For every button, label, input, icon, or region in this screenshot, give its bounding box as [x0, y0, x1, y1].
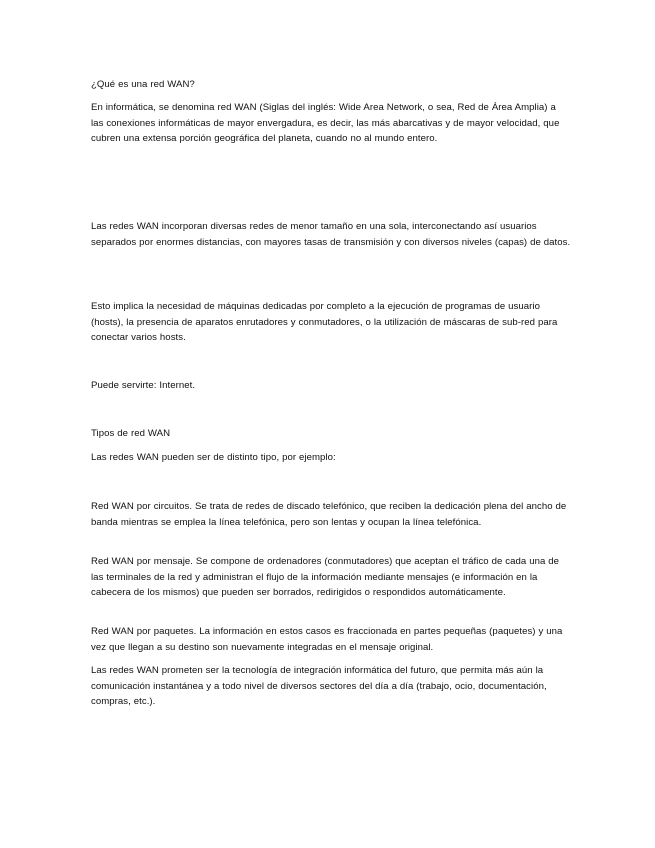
question-heading: ¿Qué es una red WAN?	[91, 79, 195, 90]
related-link-text: Puede servirte: Internet.	[91, 380, 196, 391]
paragraph-hosts: Esto implica la necesidad de máquinas dedicadas por completo a la ejecución de programas de usuario (hosts), la presencia de aparatos enrutadores y conmutadores, o la utilización de máscaras de sub-red para conectar varios hosts.	[91, 301, 558, 343]
paragraph-types-intro: Las redes WAN pueden ser de distinto tipo, por ejemplo:	[91, 452, 336, 463]
paragraph-circuits: Red WAN por circuitos. Se trata de redes de discado telefónico, que reciben la dedicación plena del ancho de banda mientras se emplea la línea telefónica, pero son lentas y ocupan la línea telefónica.	[91, 501, 567, 528]
paragraph-message: Red WAN por mensaje. Se compone de ordenadores (conmutadores) que aceptan el tráfico de cada una de las terminales de la red y administran el flujo de la información mediante mensajes (e información en la cabecera de los mismos) que pueden ser borrados, redirigidos o respondidos automáticamente.	[91, 556, 560, 598]
section-heading-types: Tipos de red WAN	[91, 428, 171, 439]
paragraph-wan-networks: Las redes WAN incorporan diversas redes de menor tamaño en una sola, interconectando así usuarios separados por enormes distancias, con mayores tasas de transmisión y con diversos niveles (capas) de datos.	[91, 221, 571, 248]
paragraph-wan-definition: En informática, se denomina red WAN (Siglas del inglés: Wide Area Network, o sea, Red de Área Amplia) a las conexiones informáticas de mayor envergadura, es decir, las más abarcativas y de mayor velocidad, que cubren una extensa porción geográfica del planeta, cuando no al mundo entero.	[91, 102, 560, 144]
paragraph-future: Las redes WAN prometen ser la tecnología de integración informática del futuro, que permita más aún la comunicación instantánea y a todo nivel de diversos sectores del día a día (trabajo, ocio, documentación, compras, etc.).	[91, 665, 547, 707]
paragraph-packets: Red WAN por paquetes. La información en estos casos es fraccionada en partes pequeñas (paquetes) y una vez que llegan a su destino son nuevamente integradas en el mensaje original.	[91, 626, 563, 653]
